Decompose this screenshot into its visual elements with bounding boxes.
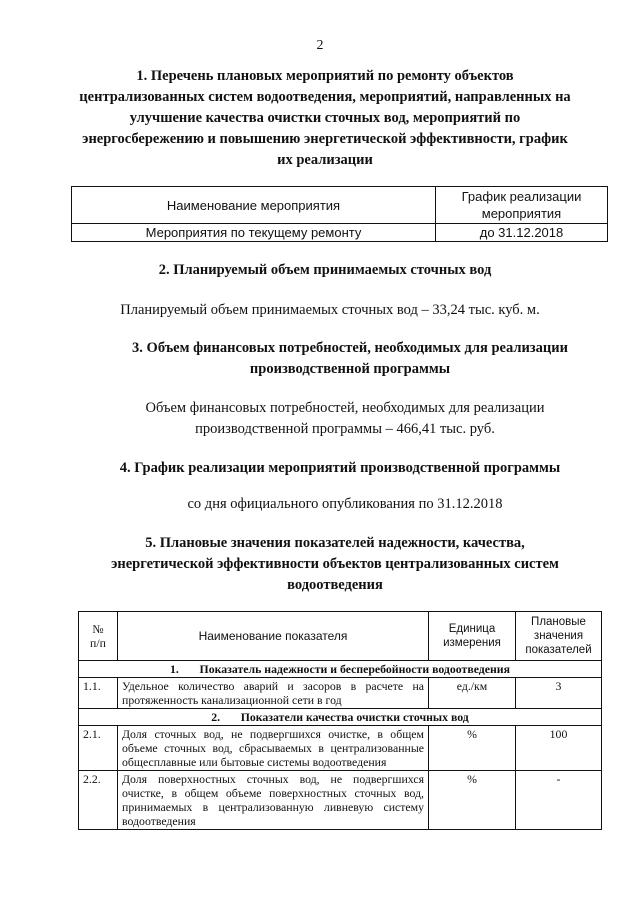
section-3-text: Объем финансовых потребностей, необходимых для реализации производственной программы – 466,41 тыс. руб. [145, 400, 545, 437]
indicators-table [78, 611, 602, 830]
section-2-text: Планируемый объем принимаемых сточных вод – 33,24 тыс. куб. м. [120, 302, 540, 318]
section-2-title: 2. Планируемый объем принимаемых сточных вод [158, 262, 492, 278]
row-num: 1.1. [79, 678, 118, 709]
activity-name-header: Наименование мероприятия [72, 187, 436, 224]
section-3-title: 3. Объем финансовых потребностей, необходимых для реализации производственной программы [132, 340, 568, 377]
num-header: № п/п [79, 612, 118, 661]
row-value: 3 [516, 678, 602, 709]
section-5-title: 5. Плановые значения показателей надежности, качества, энергетической эффективности объектов централизованных систем водоотведения [111, 535, 559, 593]
activities-table [71, 186, 608, 242]
row-unit: ед./км [429, 678, 516, 709]
row-indicator-name: Удельное количество аварий и засоров в расчете на протяженность канализационной сети в год [118, 678, 429, 709]
deadline-cell: до 31.12.2018 [436, 224, 608, 242]
indicator-name-header: Наименование показателя [118, 612, 429, 661]
row-unit: % [429, 726, 516, 771]
row-value: 100 [516, 726, 602, 771]
unit-header: Единица измерения [429, 612, 516, 661]
group-row [79, 661, 602, 678]
page-number: 2 [316, 38, 324, 53]
row-indicator-name: Доля поверхностных сточных вод, не подвергшихся очистке, в общем объеме поверхностных сточных вод, принимаемых в централизованную ливневую систему водоотведения [118, 771, 429, 830]
schedule-header: График реализации мероприятия [436, 187, 608, 224]
section-1-title: 1. Перечень плановых мероприятий по ремонту объектов централизованных систем водоотведения, мероприятий, направленных на улучшение качества очистки сточных вод, мероприятий по энергосбережению и повышению энергетической эффективности, график их реализации [79, 68, 571, 168]
row-num: 2.2. [79, 771, 118, 830]
table-row [79, 726, 602, 771]
group-row [79, 709, 602, 726]
activity-name-cell: Мероприятия по текущему ремонту [72, 224, 436, 242]
row-value: - [516, 771, 602, 830]
group-title: 1. Показатель надежности и бесперебойности водоотведения [79, 661, 602, 678]
row-indicator-name: Доля сточных вод, не подвергшихся очистке, в общем объеме сточных вод, сбрасываемых в централизованные общесплавные или бытовые системы водоотведения [118, 726, 429, 771]
group-title: 2. Показатели качества очистки сточных вод [79, 709, 602, 726]
section-4-text: со дня официального опубликования по 31.12.2018 [187, 496, 503, 512]
row-num: 2.1. [79, 726, 118, 771]
table-row [79, 771, 602, 830]
table-row [79, 678, 602, 709]
row-unit: % [429, 771, 516, 830]
plan-header: Плановые значения показателей [516, 612, 602, 661]
section-4-title: 4. График реализации мероприятий производственной программы [119, 460, 561, 476]
